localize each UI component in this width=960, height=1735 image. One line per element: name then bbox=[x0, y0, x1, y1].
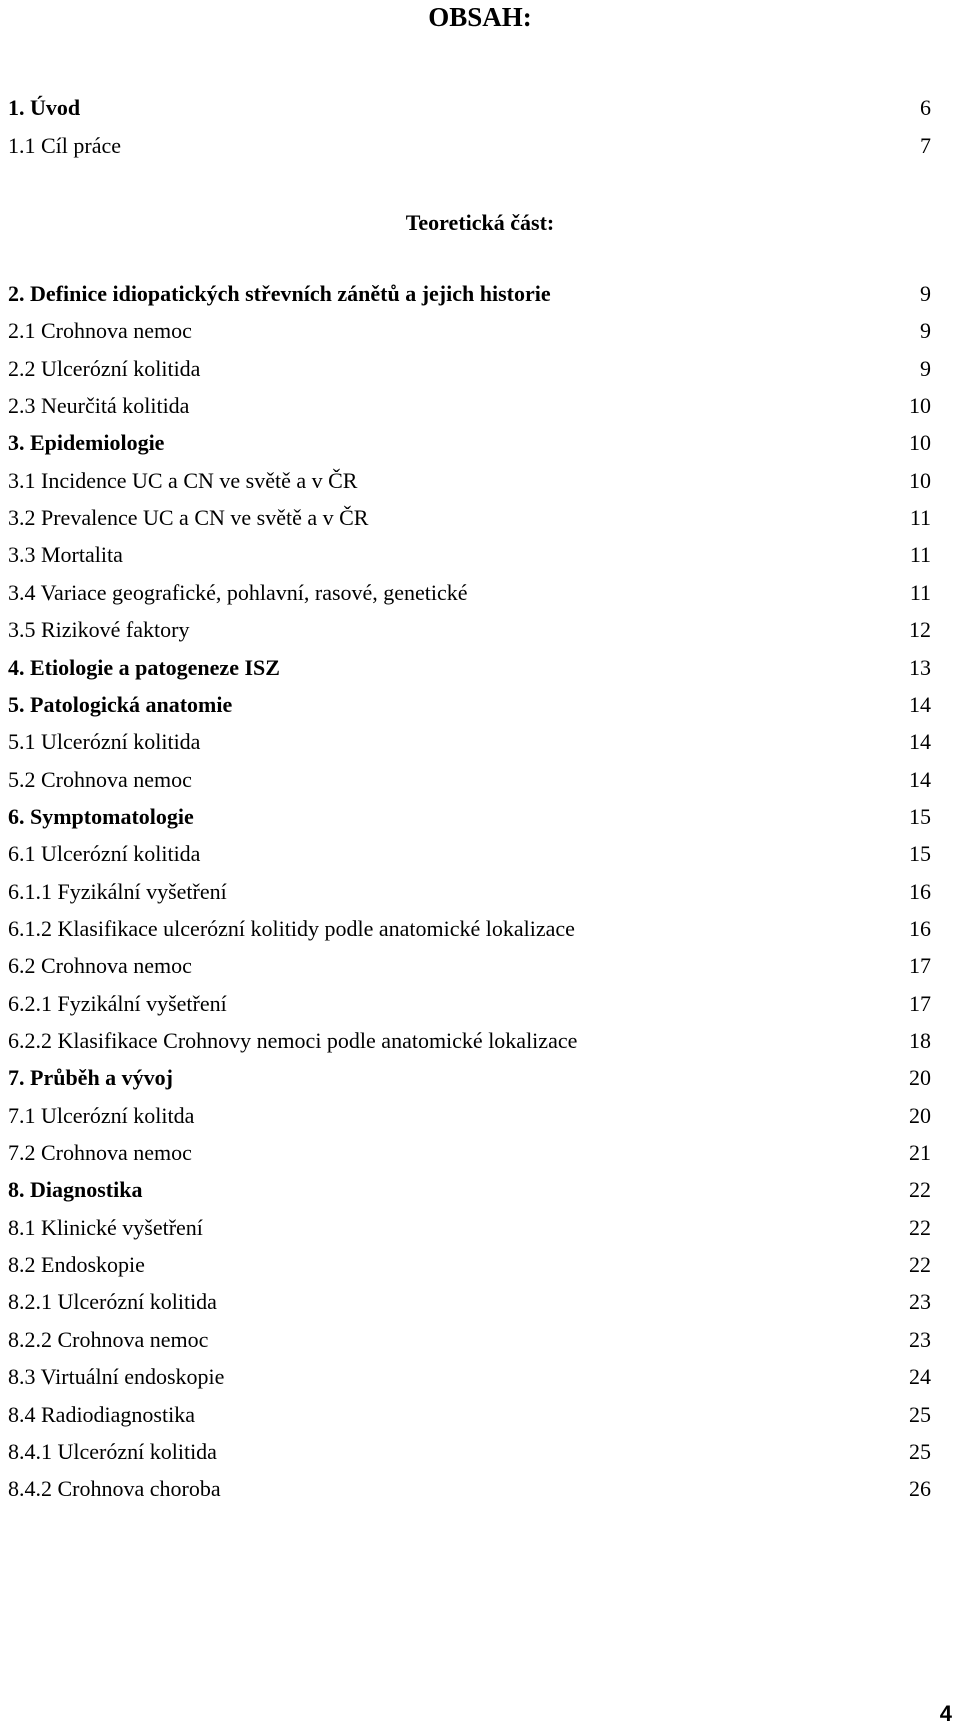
toc-entry-page: 12 bbox=[909, 617, 931, 643]
toc-entry bbox=[0, 1437, 960, 1467]
toc-entry bbox=[0, 316, 960, 346]
toc-entry-page: 24 bbox=[909, 1364, 931, 1390]
toc-entry-label: 3.4 Variace geografické, pohlavní, rasové, genetické bbox=[8, 579, 468, 605]
section-heading: Teoretická část: bbox=[405, 210, 555, 235]
toc-entry bbox=[0, 279, 960, 309]
toc-entry-label: 3. Epidemiologie bbox=[8, 430, 165, 456]
toc-entry-page: 16 bbox=[909, 915, 931, 941]
toc-entry-label: 5.1 Ulcerózní kolitida bbox=[8, 729, 201, 755]
toc-entry-label: 1. Úvod bbox=[8, 95, 81, 120]
toc-entry-page: 18 bbox=[909, 1028, 931, 1053]
toc-entry-label: 6.1.1 Fyzikální vyšetření bbox=[8, 878, 227, 904]
toc-entry bbox=[0, 1213, 960, 1243]
toc-entry-label: 8.2.1 Ulcerózní kolitida bbox=[8, 1289, 217, 1315]
toc-entry-page: 20 bbox=[909, 1102, 931, 1128]
toc-entry-label: 7. Průběh a vývoj bbox=[8, 1065, 173, 1091]
toc-entry bbox=[0, 951, 960, 981]
toc-entry-page: 11 bbox=[909, 542, 931, 568]
toc-entry bbox=[0, 1175, 960, 1205]
toc-entry-label: 6.1.2 Klasifikace ulcerózní kolitidy podle anatomické lokalizace bbox=[8, 915, 575, 941]
toc-entry bbox=[0, 765, 960, 795]
toc-entry-page: 26 bbox=[909, 1476, 931, 1502]
toc-entry-label: 7.2 Crohnova nemoc bbox=[8, 1140, 192, 1166]
toc-entry bbox=[0, 578, 960, 608]
toc-entry bbox=[0, 1101, 960, 1131]
toc-entry-page: 17 bbox=[909, 990, 931, 1016]
toc-entry-label: 1.1 Cíl práce bbox=[8, 132, 122, 158]
toc-entry-page: 22 bbox=[909, 1252, 931, 1278]
toc-entry-page: 9 bbox=[920, 355, 931, 381]
toc-entry-label: 2.1 Crohnova nemoc bbox=[8, 318, 192, 344]
toc-entry bbox=[0, 615, 960, 645]
toc-entry bbox=[0, 1474, 960, 1504]
toc-entry-label: 3.2 Prevalence UC a CN ve světě a v ČR bbox=[8, 505, 369, 531]
toc-entry-label: 8.4 Radiodiagnostika bbox=[8, 1401, 195, 1427]
toc-entry bbox=[0, 1362, 960, 1392]
toc-entry bbox=[0, 1325, 960, 1355]
toc-entry-page: 15 bbox=[909, 803, 931, 829]
toc-entry-label: 6.2 Crohnova nemoc bbox=[8, 953, 192, 979]
toc-entry-label: 8.4.2 Crohnova choroba bbox=[8, 1476, 221, 1502]
toc-entry-page: 11 bbox=[909, 505, 931, 531]
toc-entry bbox=[0, 1250, 960, 1280]
toc-entry-label: 3.5 Rizikové faktory bbox=[8, 617, 190, 643]
toc-entry-label: 5.2 Crohnova nemoc bbox=[8, 766, 192, 792]
toc-entry bbox=[0, 1063, 960, 1093]
toc-entry-label: 2.3 Neurčitá kolitida bbox=[8, 393, 190, 419]
toc-entry-page: 10 bbox=[909, 393, 931, 419]
toc-entry-page: 7 bbox=[920, 132, 931, 158]
toc-entry-page: 9 bbox=[920, 281, 931, 306]
toc-entry-label: 6.2.1 Fyzikální vyšetření bbox=[8, 990, 227, 1016]
toc-entry-page: 13 bbox=[909, 654, 931, 680]
toc-entry-page: 16 bbox=[909, 878, 931, 904]
toc-entry-page: 23 bbox=[909, 1289, 931, 1315]
toc-entry-label: 3.3 Mortalita bbox=[8, 542, 123, 568]
toc-entry-page: 15 bbox=[909, 841, 931, 867]
toc-entry-label: 7.1 Ulcerózní kolitda bbox=[8, 1102, 195, 1128]
toc-entry bbox=[0, 989, 960, 1019]
toc-entry-page: 10 bbox=[909, 467, 931, 493]
toc-entry-page: 17 bbox=[909, 953, 931, 979]
toc-entry-label: 5. Patologická anatomie bbox=[8, 691, 233, 717]
toc-entry bbox=[0, 727, 960, 757]
toc-entry bbox=[0, 466, 960, 496]
toc-entry bbox=[0, 1400, 960, 1430]
toc-entry-label: 2.2 Ulcerózní kolitida bbox=[8, 355, 201, 381]
toc-entry bbox=[0, 839, 960, 869]
toc-entry-label: 4. Etiologie a patogeneze ISZ bbox=[8, 654, 280, 680]
toc-entry-page: 11 bbox=[909, 579, 931, 605]
toc-entry bbox=[0, 1026, 960, 1056]
toc-entry bbox=[0, 428, 960, 458]
toc-entry bbox=[0, 690, 960, 720]
toc-entry-label: 6. Symptomatologie bbox=[8, 803, 194, 829]
toc-entry-page: 14 bbox=[909, 691, 931, 717]
toc-entry bbox=[0, 93, 960, 123]
toc-entry bbox=[0, 653, 960, 683]
toc-title: OBSAH: bbox=[428, 2, 532, 32]
toc-entry-label: 8.1 Klinické vyšetření bbox=[8, 1214, 203, 1240]
toc-entry-label: 8.3 Virtuální endoskopie bbox=[8, 1364, 225, 1390]
toc-entry-page: 14 bbox=[909, 766, 931, 792]
toc-entry-page: 25 bbox=[909, 1401, 931, 1427]
toc-entry-label: 8. Diagnostika bbox=[8, 1177, 143, 1203]
toc-entry bbox=[0, 540, 960, 570]
toc-entry bbox=[0, 877, 960, 907]
toc-entry-label: 3.1 Incidence UC a CN ve světě a v ČR bbox=[8, 467, 358, 493]
toc-entry-page: 22 bbox=[909, 1214, 931, 1240]
toc-entry-page: 23 bbox=[909, 1326, 931, 1352]
toc-entry-label: 8.4.1 Ulcerózní kolitida bbox=[8, 1438, 217, 1464]
toc-entry-label: 2. Definice idiopatických střevních zánětů a jejich historie bbox=[8, 281, 551, 306]
toc-entry-page: 22 bbox=[909, 1177, 931, 1203]
toc-entry-page: 6 bbox=[920, 95, 931, 120]
toc-entry-page: 14 bbox=[909, 729, 931, 755]
toc-entry-label: 8.2.2 Crohnova nemoc bbox=[8, 1326, 209, 1352]
toc-entry-page: 21 bbox=[909, 1140, 931, 1166]
toc-entry-label: 6.1 Ulcerózní kolitida bbox=[8, 841, 201, 867]
toc-entry-page: 10 bbox=[909, 430, 931, 456]
toc-entry bbox=[0, 1287, 960, 1317]
toc-entry-page: 25 bbox=[909, 1438, 931, 1464]
toc-entry bbox=[0, 131, 960, 161]
toc-entry bbox=[0, 914, 960, 944]
toc-entry-page: 20 bbox=[909, 1065, 931, 1091]
toc-entry bbox=[0, 1138, 960, 1168]
toc-entry bbox=[0, 802, 960, 832]
toc-entry-label: 6.2.2 Klasifikace Crohnovy nemoci podle anatomické lokalizace bbox=[8, 1028, 578, 1053]
toc-entry bbox=[0, 354, 960, 384]
toc-entry-page: 9 bbox=[920, 318, 931, 344]
toc-entry bbox=[0, 391, 960, 421]
toc-entry bbox=[0, 503, 960, 533]
page-number: 4 bbox=[939, 1701, 952, 1726]
toc-entry-label: 8.2 Endoskopie bbox=[8, 1252, 145, 1278]
